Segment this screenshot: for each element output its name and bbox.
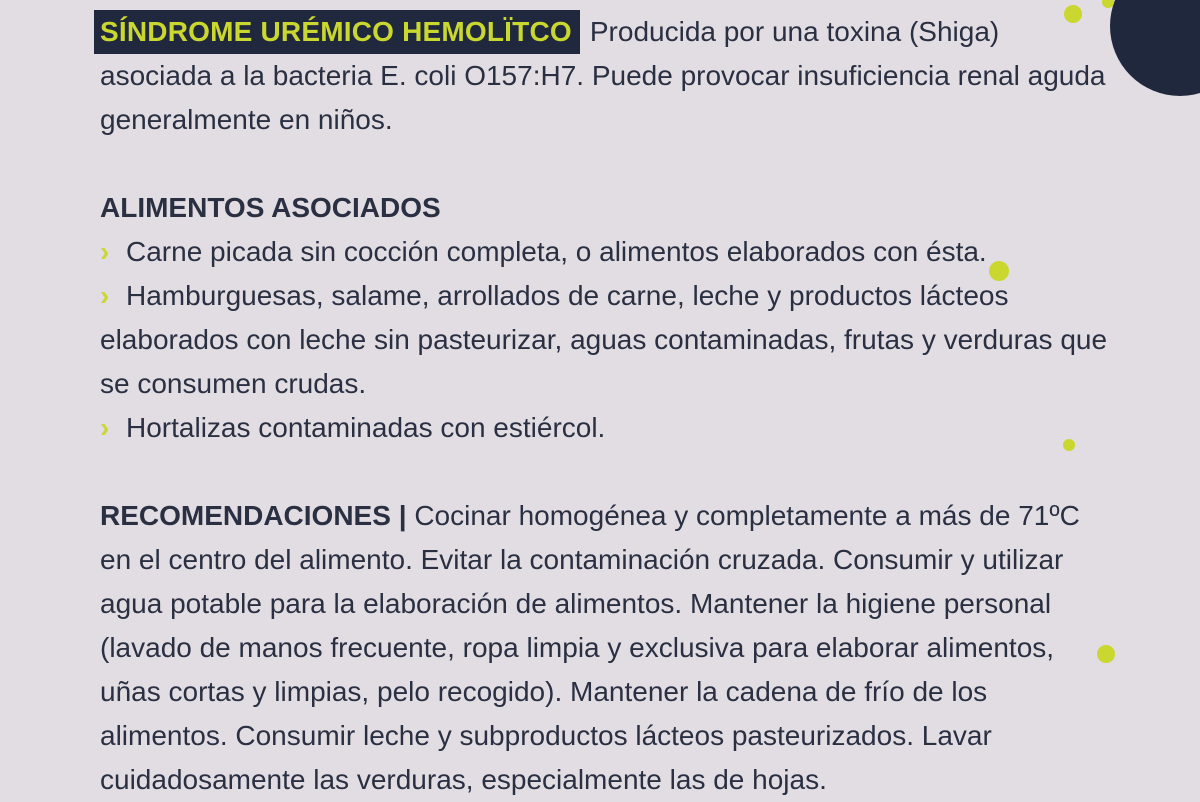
list-item bbox=[100, 274, 1110, 406]
intro-text: asociada a la bacteria E. coli O157:H7. Puede provocar insuficiencia renal aguda generalmente en niños. bbox=[100, 60, 1106, 135]
recommendations-text: Cocinar homogénea y completamente a más de 71ºC en el centro del alimento. Evitar la contaminación cruzada. Consumir y utilizar agua potable para la elaboración de alimentos. Mantener la higiene personal (lavado de manos frecuente, ropa limpia y exclusiva para elaborar alimentos, uñas cortas y limpias, pelo recogido). Mantener la cadena de frío de los alimentos. Consumir leche y subproductos lácteos pasteurizados. Lavar cuidadosamente las verduras, especialmente las de hojas. bbox=[100, 500, 1080, 795]
chevron-right-icon: › bbox=[100, 236, 110, 267]
text-column bbox=[100, 10, 1110, 802]
list-item bbox=[100, 406, 1110, 450]
recommendations-block bbox=[100, 494, 1110, 802]
chevron-right-icon: › bbox=[100, 412, 110, 443]
header-block bbox=[100, 10, 1110, 142]
list-item-text: Hamburguesas, salame, arrollados de carne, leche y productos lácteos elaborados con leche sin pasteurizar, aguas contaminadas, frutas y verduras que se consumen crudas. bbox=[100, 280, 1108, 399]
list-item-text: Hortalizas contaminadas con estiércol. bbox=[126, 412, 606, 443]
recommendations-label: RECOMENDACIONES | bbox=[100, 500, 407, 531]
list-item-text: Carne picada sin cocción completa, o alimentos elaborados con ésta. bbox=[126, 236, 987, 267]
foods-list bbox=[100, 230, 1110, 450]
intro-first-line: Producida por una toxina (Shiga) bbox=[589, 16, 1000, 47]
foods-heading: ALIMENTOS ASOCIADOS bbox=[100, 192, 441, 223]
decorative-navy-circle bbox=[1110, 0, 1200, 96]
chevron-right-icon: › bbox=[100, 280, 110, 311]
list-item bbox=[100, 230, 1110, 274]
page-title: SÍNDROME URÉMICO HEMOLÏTCO bbox=[94, 10, 580, 54]
